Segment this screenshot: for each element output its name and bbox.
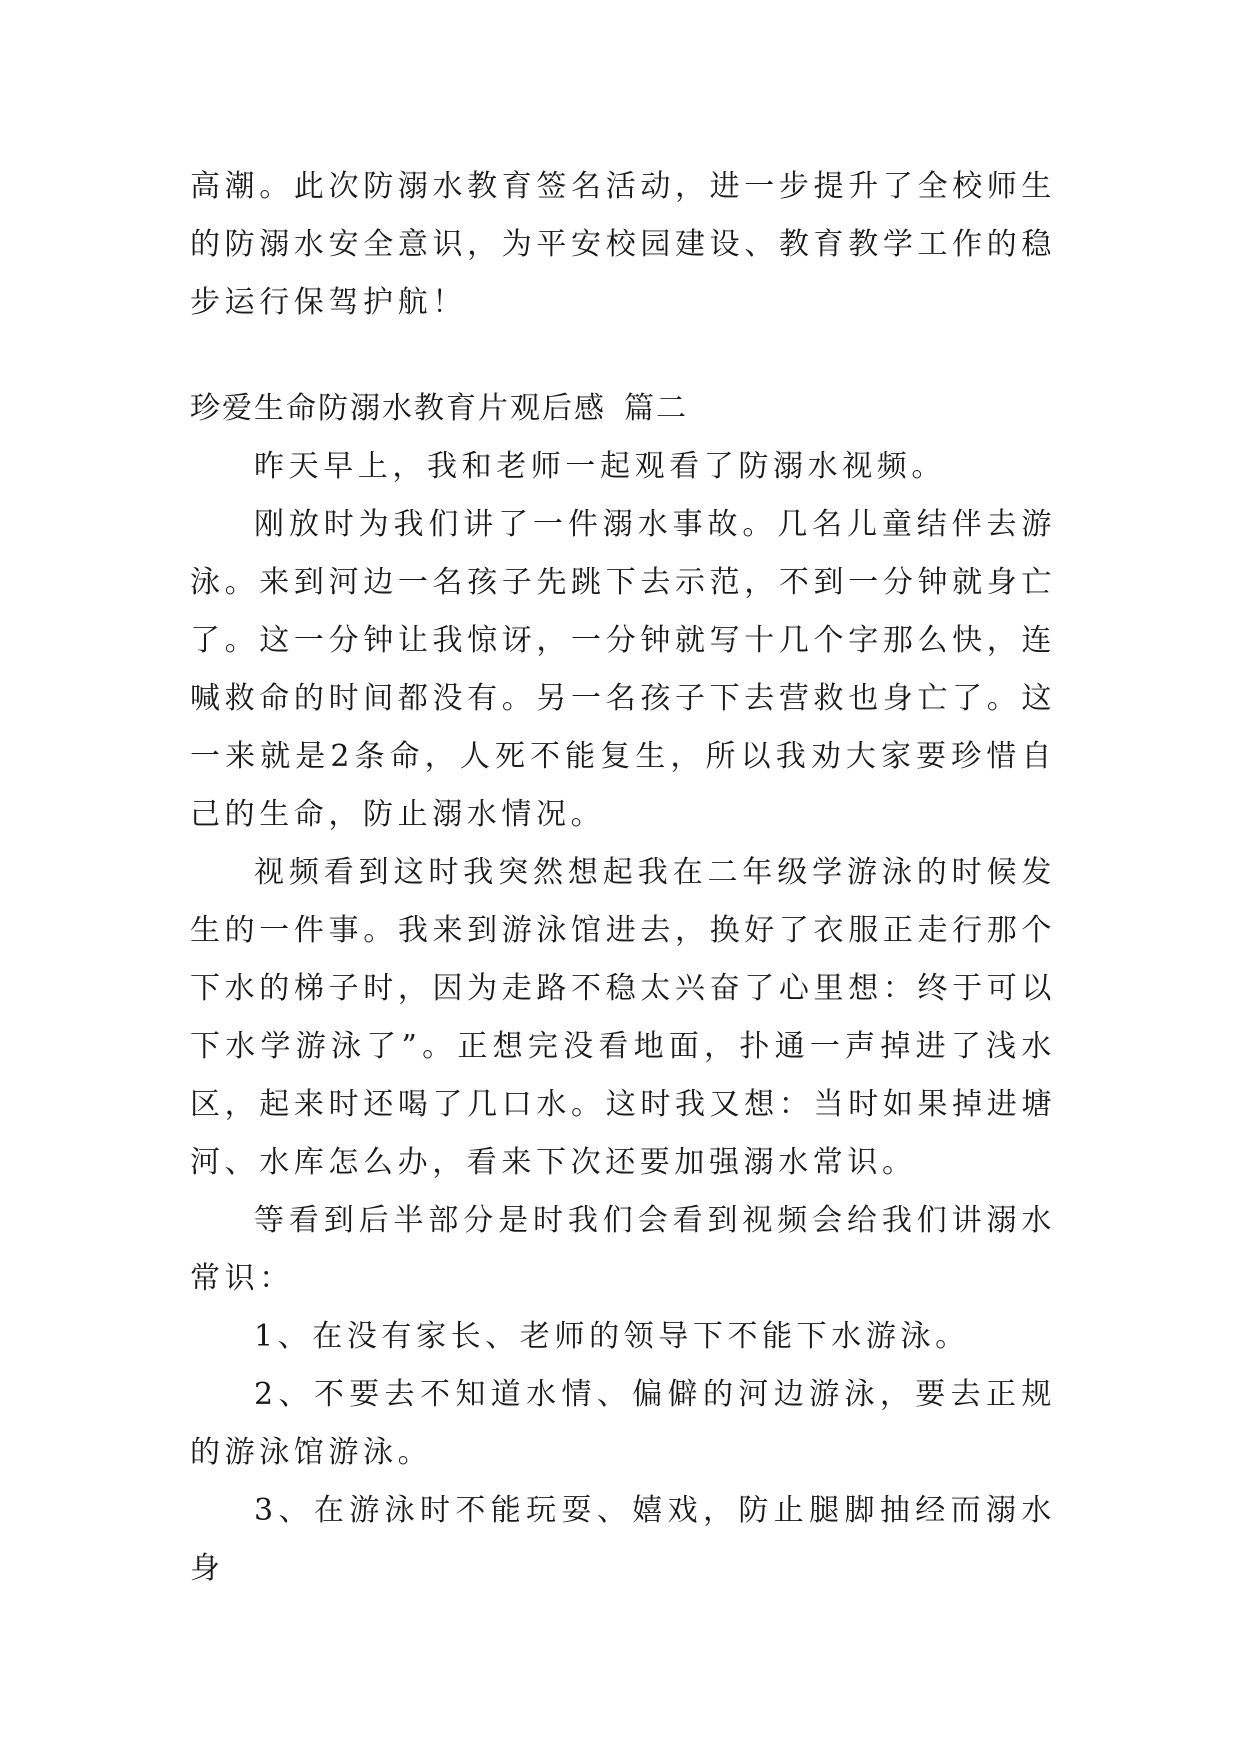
body-paragraph: 昨天早上，我和老师一起观看了防溺水视频。 <box>254 449 946 484</box>
document-page <box>190 158 1056 1598</box>
list-item: 1、在没有家长、老师的领导下不能下水游泳。 <box>254 1319 970 1354</box>
section-tag: 篇二 <box>624 391 688 426</box>
intro-paragraph: 高潮。此次防溺水教育签名活动，进一步提升了全校师生的防溺水安全意识，为平安校园建设、教育教学工作的稳步运行保驾护航！ <box>190 169 1056 320</box>
list-item: 2、不要去不知道水情、偏僻的河边游泳，要去正规的游泳馆游泳。 <box>190 1377 1056 1470</box>
list-item: 3、在游泳时不能玩耍、嬉戏，防止腿脚抽经而溺水身 <box>190 1493 1056 1586</box>
section-heading <box>190 380 1056 438</box>
body-paragraph: 等看到后半部分是时我们会看到视频会给我们讲溺水常识： <box>190 1203 1056 1296</box>
section-title: 珍爱生命防溺水教育片观后感 <box>190 391 606 426</box>
body-paragraph: 视频看到这时我突然想起我在二年级学游泳的时候发生的一件事。我来到游泳馆进去，换好了衣服正走行那个下水的梯子时，因为走路不稳太兴奋了心里想：终于可以下水学游泳了”。正想完没看地面，扑通一声掉进了浅水区，起来时还喝了几口水。这时我又想：当时如果掉进塘河、水库怎么办，看来下次还要加强溺水常识。 <box>190 855 1056 1180</box>
body-paragraph: 刚放时为我们讲了一件溺水事故。几名儿童结伴去游泳。来到河边一名孩子先跳下去示范，不到一分钟就身亡了。这一分钟让我惊讶，一分钟就写十几个字那么快，连喊救命的时间都没有。另一名孩子下去营救也身亡了。这一来就是2条命，人死不能复生，所以我劝大家要珍惜自己的生命，防止溺水情况。 <box>190 507 1056 832</box>
